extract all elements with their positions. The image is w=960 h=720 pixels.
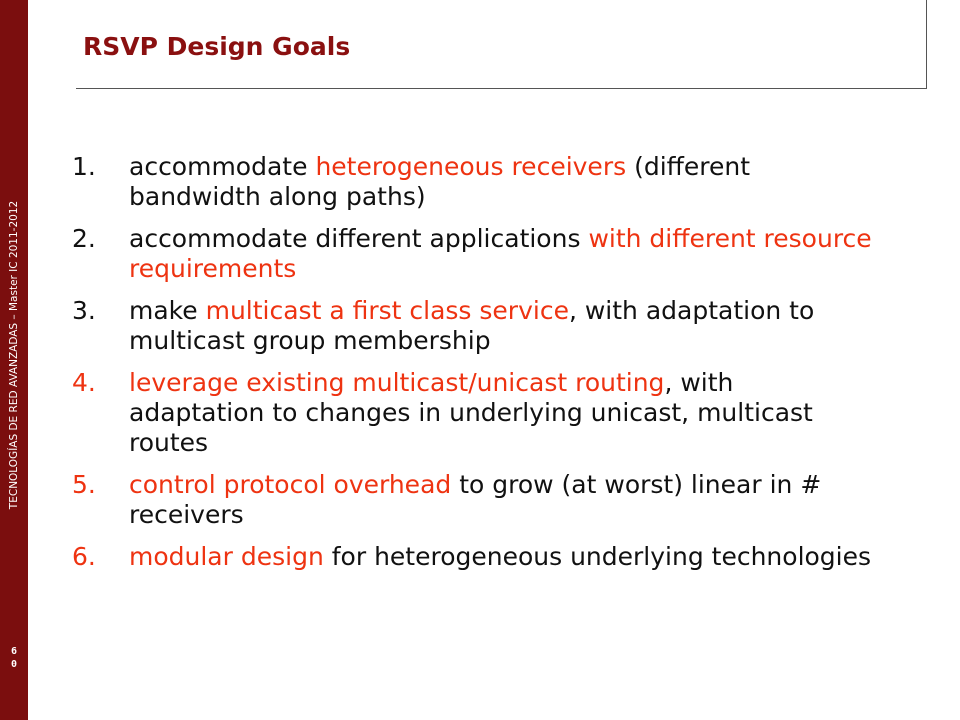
sidebar-course-label: TECNOLOGÍAS DE RED AVANZADAS – Master IC 2011-2012: [8, 200, 20, 510]
slide-title: RSVP Design Goals: [83, 32, 351, 61]
goal-number: 1.: [72, 152, 96, 181]
goal-text: [129, 224, 872, 283]
goal-item: [72, 152, 872, 212]
goal-text: [129, 470, 821, 529]
goal-segment: make: [129, 296, 206, 325]
goal-item: [72, 296, 872, 356]
goal-segment: with different resource requirements: [129, 224, 872, 283]
goal-text: [129, 542, 871, 571]
goal-number: 3.: [72, 296, 96, 325]
page-number-digit: 6: [10, 646, 18, 657]
goal-item: [72, 224, 872, 284]
goal-number: 5.: [72, 470, 96, 499]
goal-segment: , with adaptation to multicast group membership: [129, 296, 815, 355]
goal-segment: leverage existing multicast/unicast routing: [129, 368, 665, 397]
goal-item: [72, 542, 872, 572]
goal-segment: for heterogeneous underlying technologies: [323, 542, 872, 571]
goal-segment: accommodate: [129, 152, 316, 181]
goal-segment: multicast a first class service: [205, 296, 569, 325]
goal-segment: heterogeneous receivers: [315, 152, 627, 181]
goal-segment: modular design: [129, 542, 324, 571]
sidebar-band: [0, 0, 28, 720]
goal-segment: , with adaptation to changes in underlying unicast, multicast routes: [129, 368, 813, 457]
goal-text: [129, 152, 750, 211]
goal-item: [72, 470, 872, 530]
goal-text: [129, 296, 814, 355]
goal-item: [72, 368, 872, 458]
goal-text: [129, 368, 813, 457]
goal-number: 2.: [72, 224, 96, 253]
page-number: [0, 645, 28, 671]
goal-number: 4.: [72, 368, 96, 397]
goal-segment: to grow (at worst) linear in # receivers: [129, 470, 822, 529]
goals-list: [72, 152, 872, 584]
page-number-digit: 0: [10, 659, 18, 670]
goal-segment: control protocol overhead: [129, 470, 452, 499]
goal-segment: accommodate different applications: [129, 224, 589, 253]
goal-segment: (different bandwidth along paths): [129, 152, 751, 211]
goal-number: 6.: [72, 542, 96, 571]
